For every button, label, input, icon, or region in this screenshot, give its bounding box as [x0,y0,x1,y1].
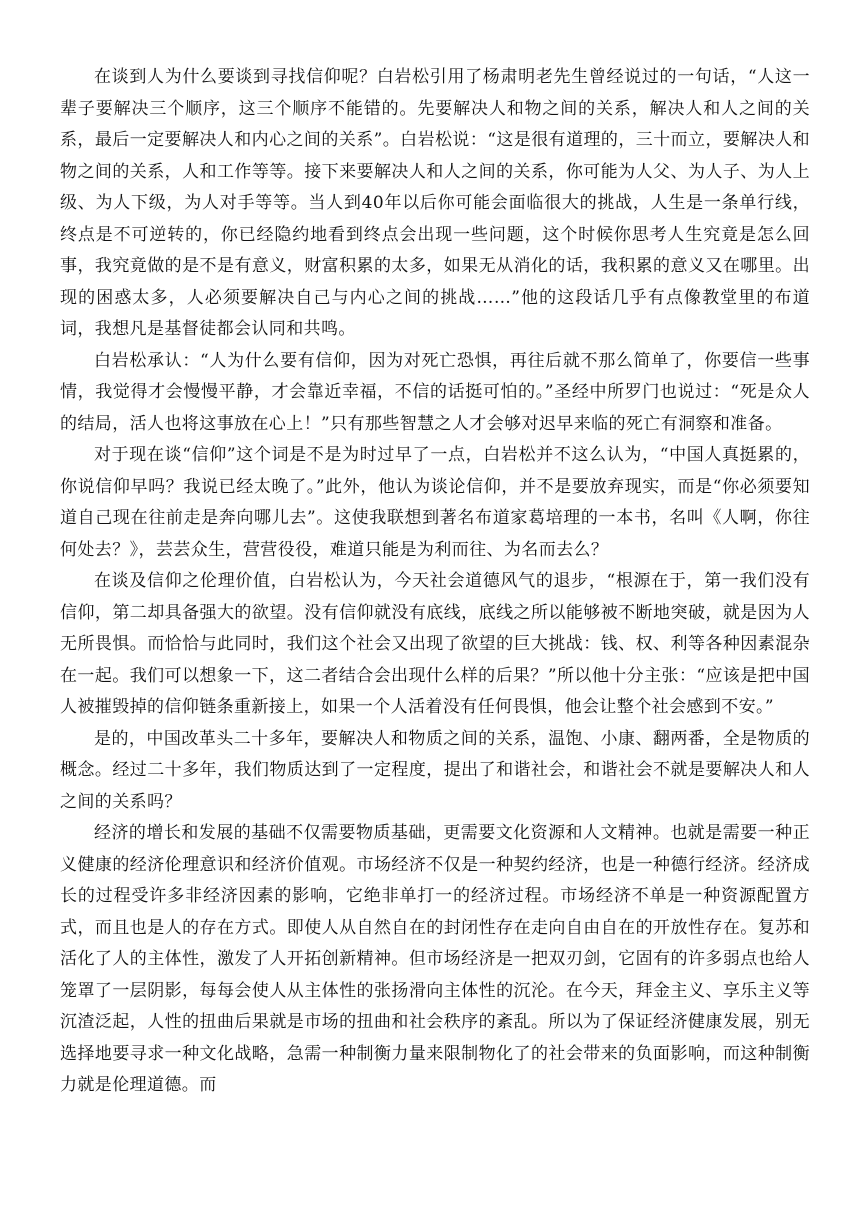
paragraph-6: 经济的增长和发展的基础不仅需要物质基础，更需要文化资源和人文精神。也就是需要一种正义健康的经济伦理意识和经济价值观。市场经济不仅是一种契约经济，也是一种德行经济。经济成长的过程受许多非经济因素的影响，它绝非单打一的经济过程。市场经济不单是一种资源配置方式，而且也是人的存在方式。即使人从自然自在的封闭性存在走向自由自在的开放性存在。复苏和活化了人的主体性，激发了人开拓创新精神。但市场经济是一把双刃剑，它固有的许多弱点也给人笼罩了一层阴影，每每会使人从主体性的张扬滑向主体性的沉沦。在今天，拜金主义、享乐主义等沉渣泛起，人性的扭曲后果就是市场的扭曲和社会秩序的紊乱。所以为了保证经济健康发展，别无选择地要寻求一种文化战略，急需一种制衡力量来限制物化了的社会带来的负面影响，而这种制衡力就是伦理道德。而 [60,823,810,1095]
paragraph-1: 在谈到人为什么要谈到寻找信仰呢？白岩松引用了杨肃明老先生曾经说过的一句话，“人这一辈子要解决三个顺序，这三个顺序不能错的。先要解决人和物之间的关系，解决人和人之间的关系，最后一定要解决人和内心之间的关系”。白岩松说：“这是很有道理的，三十而立，要解决人和物之间的关系，人和工作等等。接下来要解决人和人之间的关系，你可能为人父、为人子、为人上级、为人下级，为人对手等等。当人到40年以后你可能会面临很大的挑战，人生是一条单行线，终点是不可逆转的，你已经隐约地看到终点会出现一些问题，这个时候你思考人生究竟是怎么回事，我究竟做的是不是有意义，财富积累的太多，如果无从消化的话，我积累的意义又在哪里。出现的困惑太多，人必须要解决自己与内心之间的挑战……”他的这段话几乎有点像教堂里的布道词，我想凡是基督徒都会认同和共鸣。 [60,67,810,339]
paragraph-4: 在谈及信仰之伦理价值，白岩松认为，今天社会道德风气的退步，“根源在于，第一我们没有信仰，第二却具备强大的欲望。没有信仰就没有底线，底线之所以能够被不断地突破，就是因为人无所畏惧。而恰恰与此同时，我们这个社会又出现了欲望的巨大挑战：钱、权、利等各种因素混杂在一起。我们可以想象一下，这二者结合会出现什么样的后果？”所以他十分主张：“应该是把中国人被摧毁掉的信仰链条重新接上，如果一个人活着没有任何畏惧，他会让整个社会感到不安。” [60,571,810,717]
paragraph-5: 是的，中国改革头二十多年，要解决人和物质之间的关系，温饱、小康、翻两番，全是物质的概念。经过二十多年，我们物质达到了一定程度，提出了和谐社会，和谐社会不就是要解决人和人之间的关系吗？ [60,728,810,812]
paragraph-2: 白岩松承认：“人为什么要有信仰，因为对死亡恐惧，再往后就不那么简单了，你要信一些事情，我觉得才会慢慢平静，才会靠近幸福，不信的话挺可怕的。”圣经中所罗门也说过：“死是众人的结局，活人也将这事放在心上！”只有那些智慧之人才会够对迟早来临的死亡有洞察和准备。 [60,350,810,434]
paragraph-3: 对于现在谈“信仰”这个词是不是为时过早了一点，白岩松并不这么认为，“中国人真挺累的，你说信仰早吗？我说已经太晚了。”此外，他认为谈论信仰，并不是要放弃现实，而是“你必须要知道自己现在往前走是奔向哪儿去”。这使我联想到著名布道家葛培理的一本书，名叫《人啊，你往何处去？》，芸芸众生，营营役役，难道只能是为利而往、为名而去么？ [60,445,810,560]
